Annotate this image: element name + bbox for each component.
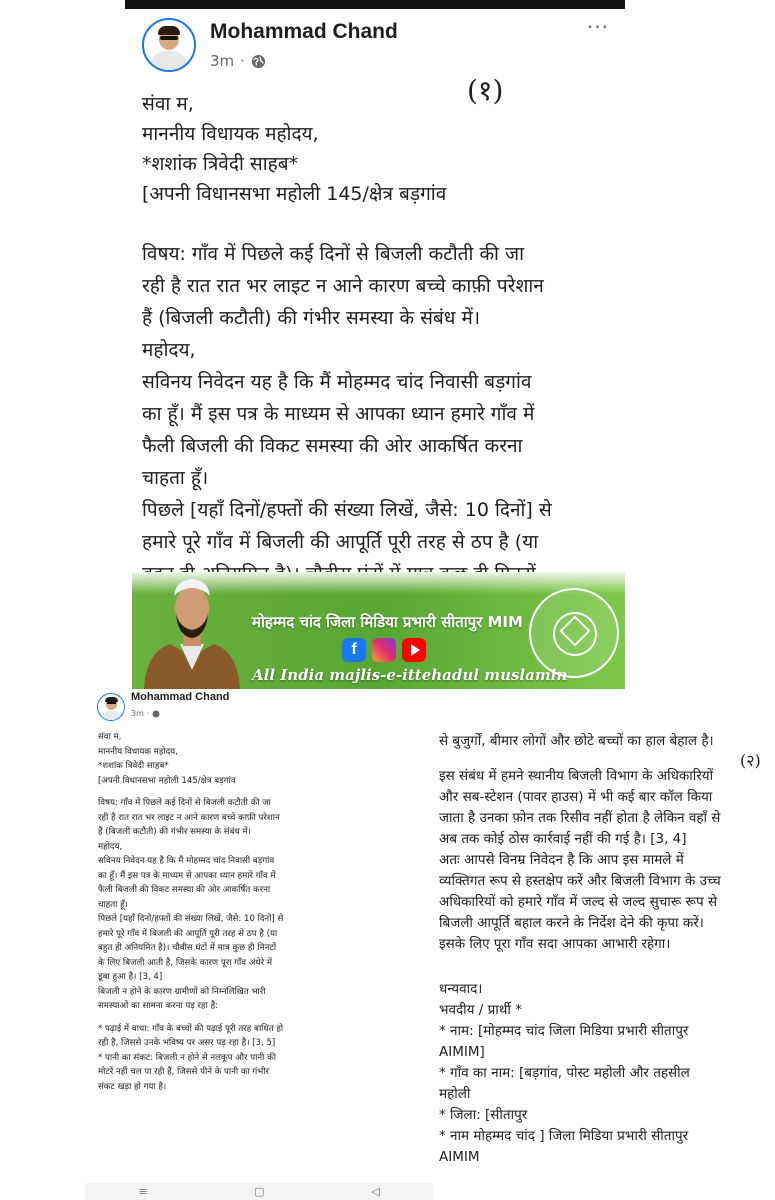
mim-banner (132, 572, 625, 689)
home-icon[interactable]: ▢ (254, 1185, 265, 1198)
text-line: सविनय निवेदन यह है कि मैं मोहम्मद चांद निवासी बड़गांव (142, 371, 532, 393)
text-line: बहुत ही अनियमित है)। चौबीस घंटों में मात्र कुछ ही मिनटों (98, 943, 277, 953)
text-line: पिछले [यहाँ दिनों/हफ्तों की संख्या लिखें, जैसे: 10 दिनों] से (98, 914, 284, 924)
post-card-small (85, 689, 433, 1200)
text-line: विषय: गाँव में पिछले कई दिनों से बिजली कटौती की जा (98, 798, 271, 808)
text-line: बिजली न होने के कारण ग्रामीणों को निम्नलिखित भारी (98, 986, 266, 997)
top-status-bar (125, 0, 625, 9)
post-card-right (433, 689, 775, 1200)
post-time[interactable]: 3m (210, 52, 235, 70)
author-name[interactable]: Mohammad Chand (210, 20, 398, 43)
text-line: का हूँ। मैं इस पत्र के माध्यम से आपका ध्यान हमारे गाँव में (98, 870, 276, 881)
letter-text (98, 730, 428, 1094)
text-line: से बुजुर्गों, बीमार लोगों और छोटे बच्चों का हाल बेहाल है। (439, 733, 714, 749)
letter-continuation (439, 731, 773, 1168)
text-line: बिजली आपूर्ति बहाल करने के निर्देश देने की कृपा करें। (439, 915, 704, 931)
globe-icon (251, 54, 266, 69)
text-line: हैं (बिजली कटौती) की गंभीर समस्या के संबंध में। (142, 307, 481, 329)
bullet-line: * पढ़ाई में बाधा: गाँव के बच्चों की पढ़ाई पूरी तरह बाधित हो (98, 1023, 284, 1034)
text-line: अब तक कोई ठोस कार्रवाई नहीं की गई है। [3, 4] (439, 831, 687, 847)
page-number: (२) (740, 751, 761, 770)
recents-icon[interactable]: ≡ (138, 1185, 148, 1198)
text-line: महोदय, (98, 841, 123, 852)
text-line: इसके लिए पूरा गाँव सदा आपका आभारी रहेगा। (439, 936, 671, 952)
youtube-icon (402, 638, 426, 662)
text-line: समस्याओं का सामना करना पड़ रहा है: (98, 1001, 219, 1011)
text-line: का हूँ। मैं इस पत्र के माध्यम से आपका ध्यान हमारे गाँव में (142, 403, 535, 425)
bullet-line: मोटरें नहीं चल पा रही हैं, जिससे पीने के पानी का गंभीर (98, 1067, 270, 1077)
text-line: * नाम मोहम्मद चांद ] जिला मिडिया प्रभारी सीतापुर (439, 1128, 689, 1144)
text-line: * गाँव का नाम: [बड़गांव, पोस्ट महोली और तहसील (439, 1065, 690, 1081)
addressee-title: माननीय विधायक महोदय, (142, 123, 319, 145)
person-portrait-icon (142, 572, 242, 689)
author-name[interactable]: Mohammad Chand (131, 691, 230, 703)
party-emblem-icon (529, 588, 619, 678)
addressee-name: *शशांक त्रिवेदी साहब* (142, 153, 299, 175)
more-options-icon[interactable]: ··· (586, 15, 609, 39)
text-line: व्यक्तिगत रूप से हस्तक्षेप करें और बिजली विभाग के उच्च (439, 873, 721, 889)
letter-body (142, 238, 612, 590)
globe-icon (152, 710, 160, 718)
text-line: महोदय, (142, 339, 196, 361)
text-line: पिछले [यहाँ दिनों/हफ्तों की संख्या लिखें, जैसे: 10 दिनों] से (142, 499, 552, 521)
text-line: * नाम: [मोहम्मद चांद जिला मिडिया प्रभारी सीतापुर (439, 1023, 689, 1039)
text-line: चाहता हूँ। (98, 899, 128, 910)
text-line: के लिए बिजली आती है, जिसके कारण पूरा गाँव अंधेरे में (98, 957, 273, 968)
text-line: माननीय विधायक महोदय, (98, 746, 178, 757)
text-line: अधिकारियों को हमारे गाँव में जल्द से जल्द सुचारू रूप से (439, 894, 718, 910)
text-line: इस संबंध में हमने स्थानीय बिजली विभाग के अधिकारियों (439, 768, 714, 784)
text-line: AIMIM] (439, 1044, 485, 1060)
banner-title: मोहम्मद चांद जिला मिडिया प्रभारी सीतापुर MIM (252, 613, 523, 631)
avatar[interactable] (142, 18, 196, 72)
bullet-line: * पानी का संकट: बिजली न होने से नलकूप और पानी की (98, 1052, 276, 1063)
salutation: संवा म, (142, 93, 194, 115)
bullet-line: रही है, जिससे उनके भविष्य पर असर पड़ रहा है। [3, 5] (98, 1038, 276, 1048)
text-line: *शशांक त्रिवेदी साहब* (98, 761, 169, 771)
banner-organization: All India majlis-e-ittehadul muslamin (252, 666, 568, 684)
text-line: हमारे पूरे गाँव में बिजली की आपूर्ति पूरी तरह से ठप है (या (142, 531, 539, 553)
meta-separator: · (240, 52, 245, 70)
text-line: संवा म, (98, 732, 122, 742)
letter-heading (142, 89, 612, 209)
text-line: चाहता हूँ। (142, 467, 209, 489)
text-line: हमारे पूरे गाँव में बिजली की आपूर्ति पूरी तरह से ठप है (या (98, 928, 278, 939)
text-line: और सब-स्टेशन (पावर हाउस) में भी कई बार कॉल किया (439, 789, 713, 805)
text-line: सविनय निवेदन यह है कि मैं मोहम्मद चांद निवासी बड़गांव (98, 856, 275, 866)
post-meta (131, 709, 160, 718)
text-line: फैली बिजली की विकट समस्या की ओर आकर्षित करना (142, 435, 523, 457)
text-line: धन्यवाद। (439, 981, 483, 997)
social-icons (342, 638, 426, 662)
instagram-icon (372, 638, 396, 662)
text-line: रही है रात रात भर लाइट न आने कारण बच्चे काफ़ी परेशान (142, 275, 544, 297)
post-meta (210, 52, 266, 70)
post-card-top (127, 9, 625, 689)
avatar[interactable] (97, 693, 125, 721)
constituency-line: [अपनी विधानसभा महोली 145/क्षेत्र बड़गांव (142, 183, 447, 205)
text-line: * जिला: [सीतापुर (439, 1107, 528, 1123)
text-line: फैली बिजली की विकट समस्या की ओर आकर्षित करना (98, 885, 271, 895)
text-line: AIMIM (439, 1149, 480, 1165)
text-line: [अपनी विधानसभा महोली 145/क्षेत्र बड़गांव (98, 775, 236, 786)
text-line: डूबा हुआ है। [3, 4] (98, 972, 163, 982)
post-time[interactable]: 3m (131, 709, 144, 718)
text-line: जाता है उनका फ़ोन तक रिसीव नहीं होता है लेकिन वहाँ से (439, 810, 721, 826)
facebook-icon: f (342, 638, 366, 662)
bullet-line: संकट खड़ा हो गया है। (98, 1081, 167, 1092)
text-line: हैं (बिजली कटौती) की गंभीर समस्या के संबंध में। (98, 827, 251, 837)
android-nav-bar (85, 1183, 433, 1200)
text-line: भवदीय / प्रार्थी * (439, 1002, 522, 1018)
meta-separator: · (146, 709, 150, 718)
text-line: अतः आपसे विनम्र निवेदन है कि आप इस मामले में (439, 852, 684, 868)
text-line: विषय: गाँव में पिछले कई दिनों से बिजली कटौती की जा (142, 243, 525, 265)
back-icon[interactable]: ◁ (371, 1185, 380, 1198)
text-line: महोली (439, 1086, 471, 1102)
page-number: (१) (467, 74, 504, 107)
text-line: रही है रात रात भर लाइट न आने कारण बच्चे काफ़ी परेशान (98, 812, 280, 823)
